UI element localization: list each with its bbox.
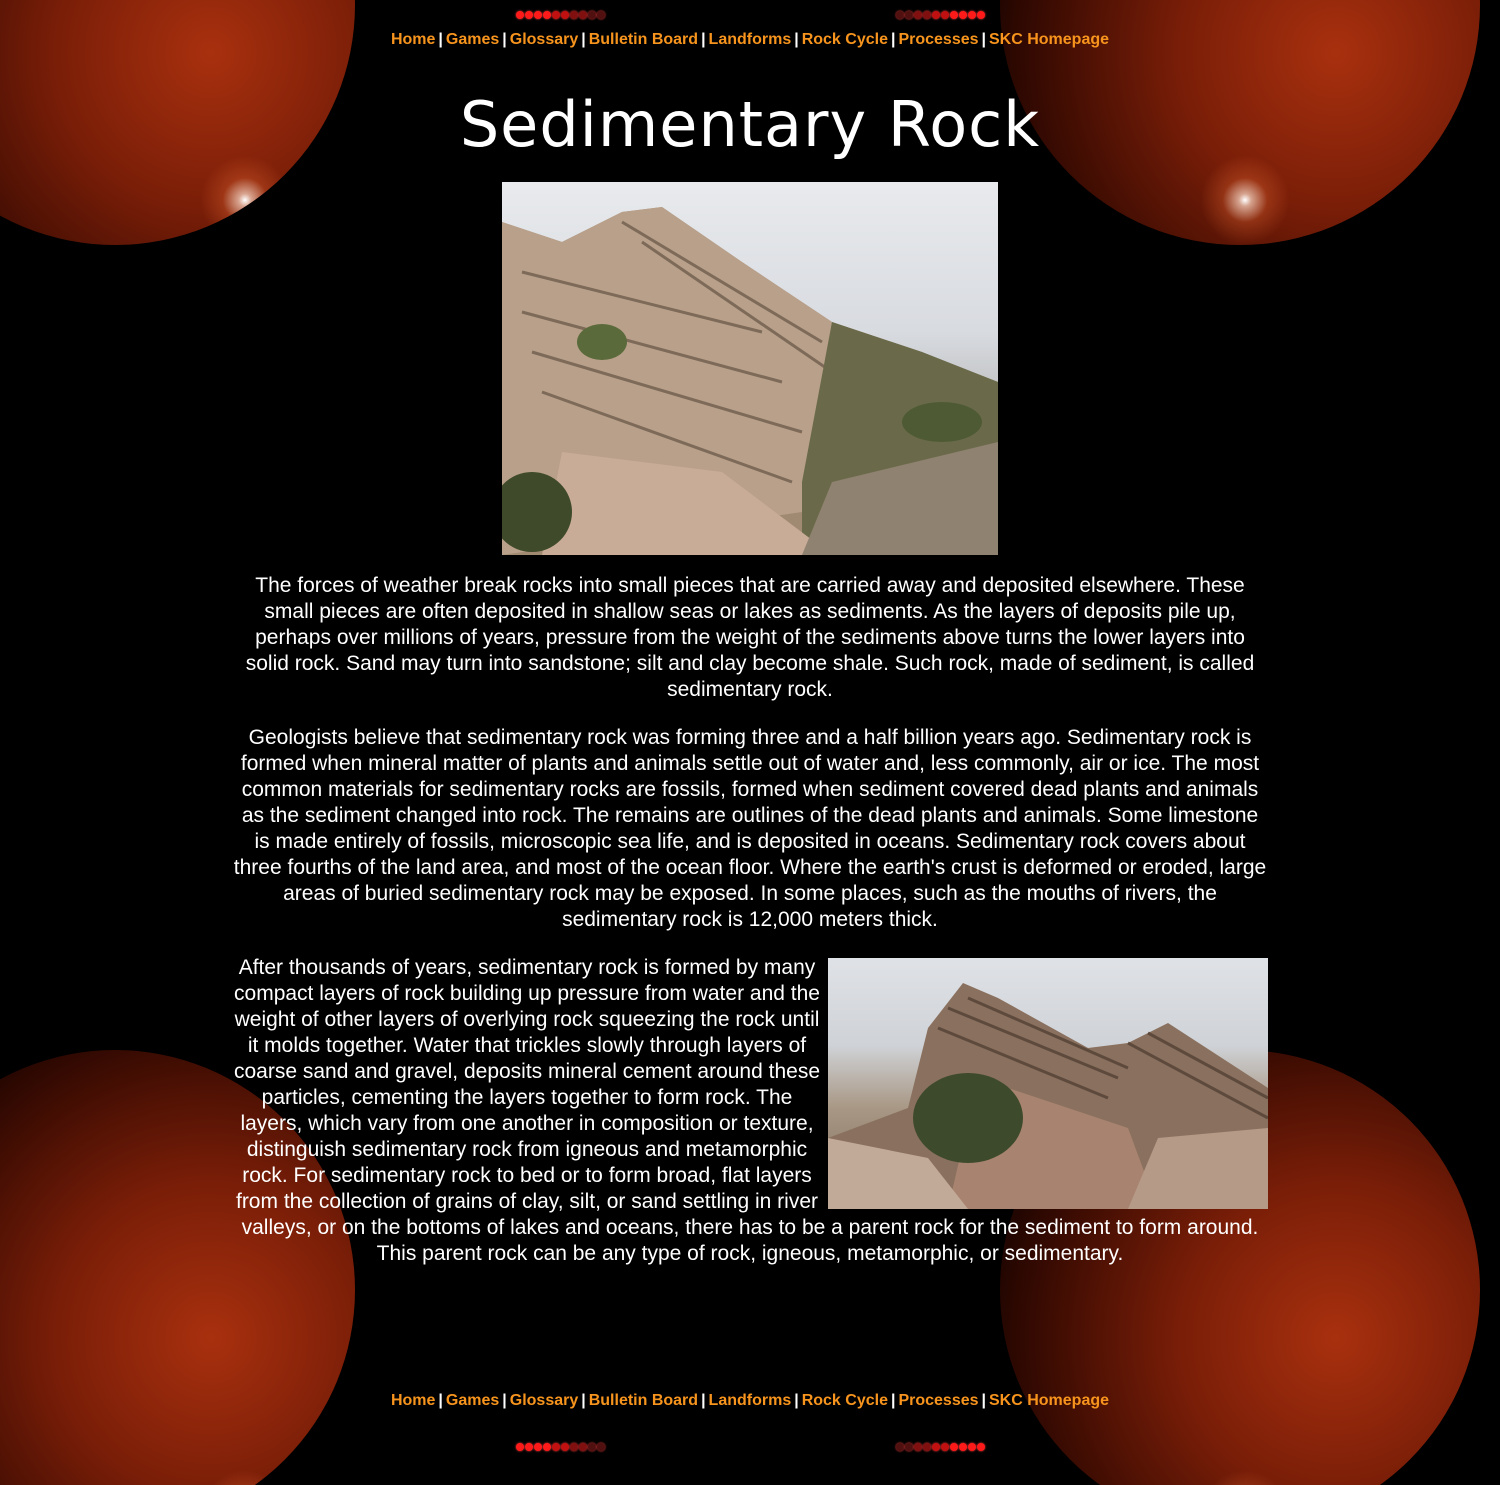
nav-link-glossary[interactable]: Glossary — [509, 1392, 579, 1409]
paragraph-1: The forces of weather break rocks into small pieces that are carried away and deposited elsewhere. These small pieces are often deposited in shallow seas or lakes as sediments. As the layers of deposits pile up, perhaps over millions of years, pressure from the weight of the sediments above turns the lower layers into solid rock. Sand may turn into sandstone; silt and clay become shale. Such rock, made of sediment, is called sedimentary rock. — [245, 574, 1255, 701]
sedimentary-rock-photo-1 — [502, 182, 998, 555]
rock-formation-illustration — [502, 182, 998, 555]
nav-link-landforms[interactable]: Landforms — [708, 1392, 792, 1409]
lens-flare — [1200, 1470, 1290, 1485]
nav-link-landforms[interactable]: Landforms — [708, 31, 792, 48]
nav-separator: | — [794, 31, 799, 48]
lens-flare — [200, 155, 290, 245]
nav-link-games[interactable]: Games — [445, 1392, 500, 1409]
nav-separator: | — [981, 31, 986, 48]
nav-link-glossary[interactable]: Glossary — [509, 31, 579, 48]
nav-link-home[interactable]: Home — [390, 31, 436, 48]
nav-separator: | — [581, 1392, 586, 1409]
nav-separator: | — [701, 31, 706, 48]
nav-separator: | — [438, 31, 443, 48]
bottom-navigation — [0, 1392, 1500, 1410]
page-title: Sedimentary Rock — [459, 88, 1041, 161]
nav-link-games[interactable]: Games — [445, 31, 500, 48]
nav-separator: | — [890, 31, 896, 48]
nav-separator: | — [794, 1392, 799, 1409]
article-content — [232, 573, 1268, 1289]
nav-link-skc-homepage[interactable]: SKC Homepage — [989, 31, 1110, 48]
nav-separator: | — [701, 1392, 706, 1409]
nav-separator: | — [502, 31, 507, 48]
nav-separator: | — [438, 1392, 443, 1409]
decorative-dots-left-bottom — [516, 1443, 605, 1451]
background-mask-bottom — [360, 1280, 1000, 1485]
nav-link-processes[interactable]: Processes — [898, 1392, 979, 1409]
decorative-dots-right-top — [896, 11, 985, 19]
top-navigation — [0, 31, 1500, 49]
nav-separator: | — [502, 1392, 507, 1409]
nav-separator: | — [581, 31, 586, 48]
nav-separator: | — [890, 1392, 896, 1409]
lens-flare — [1200, 155, 1290, 245]
paragraph-2: Geologists believe that sedimentary rock was forming three and a half billion years ago. Sedimentary rock is formed when mineral matter of plants and animals settle out of water and, less commonly, air or ice. The most common materials for sedimentary rocks are fossils, formed when sediment covered dead plants and animals as the sediment changed into rock. The remains are outlines of the dead plants and animals. Some limestone is made entirely of fossils, microscopic sea life, and is deposited in oceans. Sedimentary rock covers about three fourths of the land area, and most of the ocean floor. Where the earth's crust is deformed or eroded, large areas of buried sedimentary rock may be exposed. In some places, such as the mouths of rivers, the sedimentary rock is 12,000 meters thick. — [233, 726, 1267, 931]
nav-link-bulletin-board[interactable]: Bulletin Board — [588, 31, 699, 48]
nav-link-bulletin-board[interactable]: Bulletin Board — [588, 1392, 699, 1409]
paragraph-3: After thousands of years, sedimentary rock is formed by many compact layers of rock building up pressure from water and the weight of other layers of overlying rock squeezing the rock until it molds together. Water that trickles slowly through layers of coarse sand and gravel, deposits mineral cement around these particles, cementing the layers together to form rock. The layers, which vary from one another in composition or texture, distinguish sedimentary rock from igneous and metamorphic rock. For sedimentary rock to bed or to form broad, flat layers from the collection of grains of clay, silt, or sand settling in river valleys, or on the bottoms of lakes and oceans, there has to be a parent rock for the sediment to form around. This parent rock can be any type of rock, igneous, metamorphic, or sedimentary. — [233, 956, 1259, 1265]
decorative-dots-left-top — [516, 11, 605, 19]
nav-link-processes[interactable]: Processes — [898, 31, 979, 48]
nav-link-skc-homepage[interactable]: SKC Homepage — [989, 1392, 1110, 1409]
lens-flare — [200, 1470, 290, 1485]
nav-link-home[interactable]: Home — [390, 1392, 436, 1409]
nav-separator: | — [981, 1392, 986, 1409]
nav-link-rock-cycle[interactable]: Rock Cycle — [801, 1392, 888, 1409]
photo-float-spacer — [822, 955, 1268, 1203]
decorative-dots-right-bottom — [896, 1443, 985, 1451]
nav-link-rock-cycle[interactable]: Rock Cycle — [801, 31, 888, 48]
